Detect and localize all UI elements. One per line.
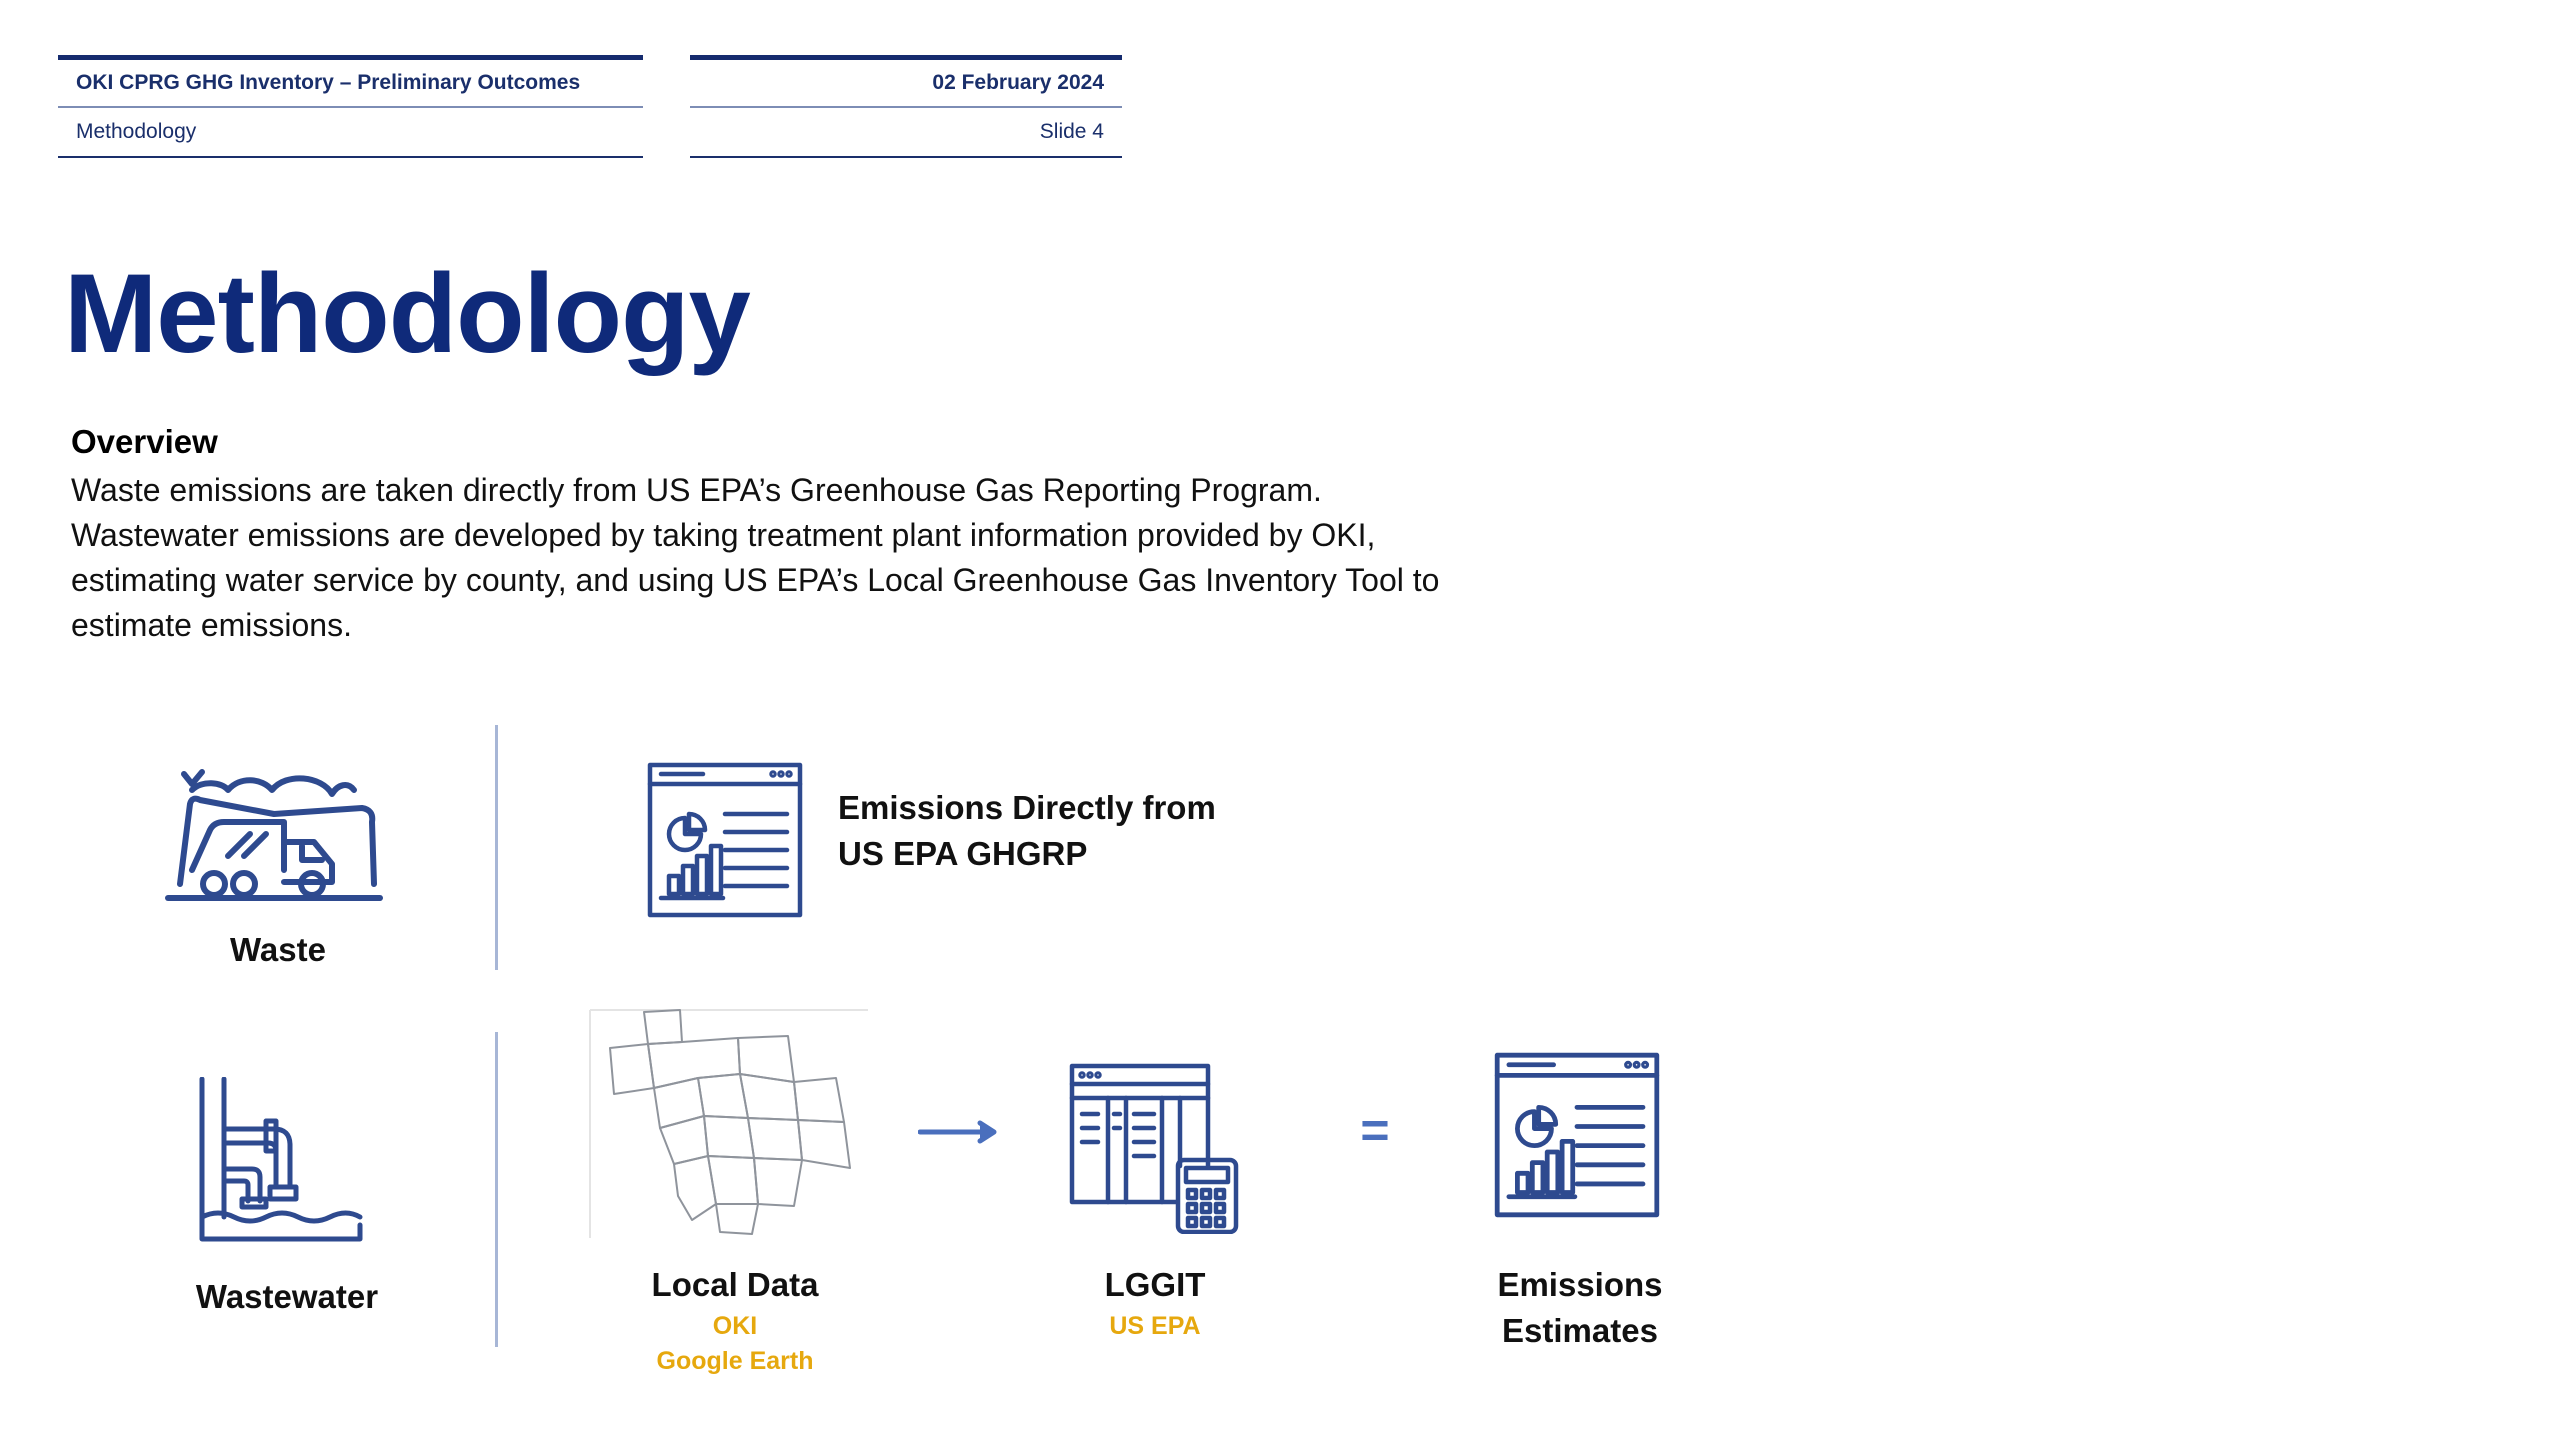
header-date: 02 February 2024 (690, 60, 1122, 108)
lggit-source: US EPA (1109, 1312, 1201, 1340)
emissions-estimates-line1: Emissions (1497, 1266, 1663, 1303)
page-title: Methodology (64, 251, 750, 376)
wastewater-label: Wastewater (195, 1278, 379, 1315)
local-data-label: Local Data (651, 1266, 819, 1303)
overview-text: Waste emissions are taken directly from US EPA’s Greenhouse Gas Reporting Program. Wastewater emissions are developed by taking treatment plant information provided by OKI, estimating water service by county, and using US EPA’s Local Greenhouse Gas Inventory Tool to estimate emissions. (71, 472, 1440, 643)
waste-divider (495, 725, 498, 970)
emissions-estimates-label (1460, 1262, 1700, 1354)
header-left (58, 55, 643, 158)
ghgrp-result-line1: Emissions Directly from (838, 789, 1216, 826)
header-title: OKI CPRG GHG Inventory – Preliminary Outcomes (58, 60, 643, 108)
report-dashboard-icon (1494, 1052, 1660, 1218)
header-right (690, 55, 1122, 158)
pipe-outflow-icon (196, 1077, 366, 1245)
emissions-estimates-line2: Estimates (1502, 1312, 1658, 1349)
county-map-icon (588, 1008, 870, 1240)
right-arrow-icon (918, 1120, 998, 1144)
lggit-label: LGGIT (1104, 1266, 1206, 1303)
header-slide-number: Slide 4 (690, 108, 1122, 158)
local-data-source-oki: OKI (712, 1312, 758, 1340)
waste-label: Waste (230, 931, 326, 968)
spreadsheet-calculator-icon (1068, 1062, 1240, 1234)
garbage-truck-icon (162, 760, 384, 908)
equals-sign: = (1360, 1102, 1390, 1158)
overview-heading: Overview (71, 423, 218, 460)
header-section: Methodology (58, 108, 643, 158)
wastewater-divider (495, 1032, 498, 1347)
ghgrp-result-line2: US EPA GHGRP (838, 835, 1088, 872)
local-data-source-google-earth: Google Earth (656, 1347, 814, 1375)
ghgrp-result-label (838, 785, 1216, 877)
report-dashboard-icon (647, 762, 803, 918)
